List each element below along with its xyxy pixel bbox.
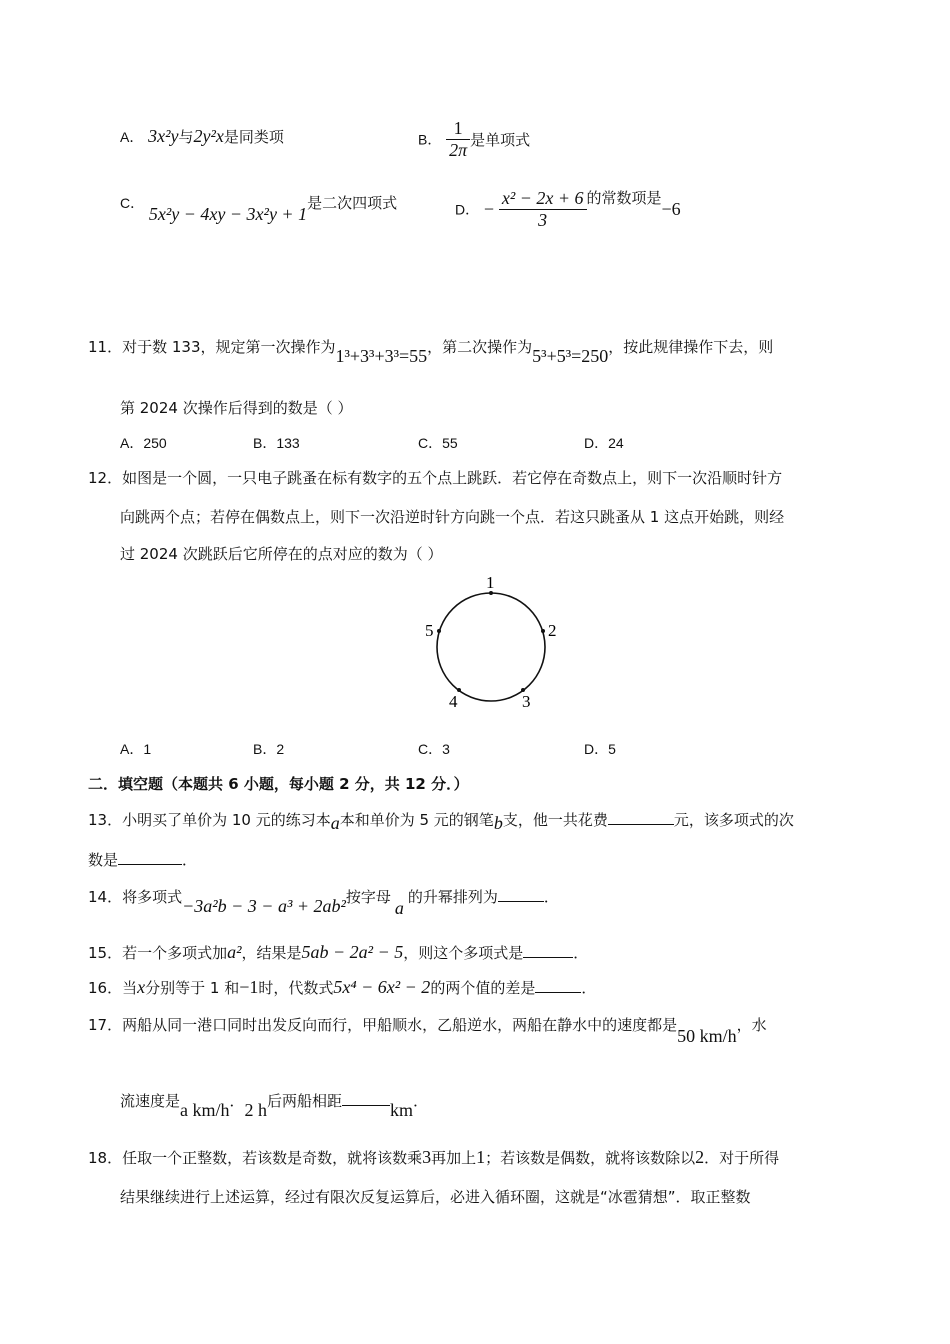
math-expr: 3x²y [148, 126, 179, 146]
point-4-label: 4 [449, 692, 458, 711]
math-expr: a² [227, 942, 242, 962]
math-value: 1 [476, 1147, 486, 1167]
text: 是同类项 [223, 128, 284, 146]
text: 小明买了单价为 10 元的练习本 [122, 811, 331, 829]
q13-line2 [88, 849, 197, 870]
point-2-label: 2 [548, 621, 557, 640]
q10-option-c [120, 192, 398, 224]
question-number: 13． [88, 811, 123, 829]
text: 的升幂排列为 [407, 888, 498, 906]
q12-line3 [120, 543, 442, 564]
q12-line2 [120, 506, 784, 527]
point-5-label: 5 [425, 621, 434, 640]
text: 若一个多项式加 [122, 944, 228, 962]
q11-line2 [120, 397, 352, 418]
option-label: B． [418, 131, 442, 148]
text: 向跳两个点；若停在偶数点上，则下一次沿逆时针方向跳一个点．若这只跳蚤从 1 这点开始跳，则经 [120, 508, 785, 526]
question-number: 12． [88, 469, 123, 487]
circle-diagram [418, 570, 568, 715]
math-value: 2 [695, 1147, 705, 1167]
fraction-denominator: 2π [449, 140, 468, 160]
text: ，按此规律操作下去，则 [608, 338, 774, 356]
text: 后两船相距 [267, 1092, 343, 1110]
text: 是二次四项式 [307, 194, 398, 212]
fraction-numerator: 1 [446, 118, 470, 140]
q15-line [88, 942, 588, 963]
unit: km [390, 1100, 414, 1120]
text: 如图是一个圆，一只电子跳蚤在标有数字的五个点上跳跃．若它停在奇数点上，则下一次沿顺时针方 [122, 469, 783, 487]
text: 按字母 [345, 888, 391, 906]
answer-blank[interactable] [535, 992, 581, 993]
math-value: 3 [422, 1147, 432, 1167]
minus-sign: − [483, 199, 495, 219]
text: 当 [122, 979, 138, 997]
text: 的常数项是 [586, 189, 662, 207]
option-b: B．2 [253, 741, 285, 757]
text: ，第二次操作为 [427, 338, 533, 356]
text: 两船从同一港口同时出发反向而行，甲船顺水，乙船逆水，两船在静水中的速度都是 [122, 1016, 678, 1034]
text: 再加上 [431, 1149, 477, 1167]
q16-line [88, 977, 596, 998]
option-d: D．5 [584, 741, 616, 757]
answer-blank[interactable] [523, 957, 573, 958]
text: 时，代数式 [258, 979, 334, 997]
q10-option-a [120, 126, 284, 147]
text: 过 2024 次跳跃后它所停在的点对应的数为（ ） [120, 545, 443, 563]
text: 与 [178, 128, 194, 146]
section-title [88, 773, 469, 794]
question-number: 17． [88, 1016, 123, 1034]
option-label: C． [120, 195, 145, 211]
fraction-numerator: x² − 2x + 6 [499, 188, 587, 210]
point-1-label: 1 [486, 573, 495, 592]
variable: x [137, 977, 146, 997]
option-label: A． [120, 129, 144, 145]
q10-option-d [455, 188, 681, 231]
fraction [499, 188, 587, 231]
math-expr: −3a²b − 3 − a³ + 2ab² [182, 896, 346, 916]
text: 分别等于 1 和 [145, 979, 240, 997]
math-expr: 5³+5³=250 [532, 346, 609, 366]
answer-blank[interactable] [498, 901, 544, 902]
text: ． [543, 888, 559, 906]
question-number: 16． [88, 979, 123, 997]
text: 第 2024 次操作后得到的数是（ ） [120, 399, 353, 417]
q10-option-b [418, 118, 530, 161]
question-number: 14． [88, 888, 123, 906]
q12-line1 [88, 467, 782, 488]
text: 本和单价为 5 元的钢笔 [339, 811, 494, 829]
text: ．对于所得 [704, 1149, 780, 1167]
math-expr: 5x²y − 4xy − 3x²y + 1 [148, 204, 308, 224]
option-a: A．1 [120, 741, 152, 757]
option-c: C．3 [418, 741, 450, 757]
q18-line1 [88, 1147, 779, 1168]
point-4-dot [457, 688, 461, 692]
math-value: −1 [239, 977, 259, 997]
question-number: 11． [88, 338, 123, 356]
answer-blank[interactable] [608, 824, 674, 825]
math-expr: 1³+3³+3³=55 [335, 346, 428, 366]
math-value: 2 h [244, 1100, 268, 1120]
text: ． [573, 944, 589, 962]
text: ，则这个多项式是 [403, 944, 524, 962]
q17-line1 [88, 1014, 767, 1046]
text: 将多项式 [122, 888, 183, 906]
answer-blank[interactable] [342, 1105, 390, 1106]
option-d: D．24 [584, 435, 624, 451]
text: 任取一个正整数，若该数是奇数，就将该数乘 [122, 1149, 423, 1167]
text: ． [581, 979, 597, 997]
point-5-dot [437, 629, 441, 633]
math-value: 50 km/h [677, 1026, 737, 1046]
math-expr: 5x⁴ − 6x² − 2 [333, 977, 431, 997]
q18-line2 [120, 1186, 751, 1207]
answer-blank[interactable] [118, 864, 182, 865]
q11-line1 [88, 336, 774, 366]
question-number: 18． [88, 1149, 123, 1167]
text: 数是 [88, 851, 119, 869]
variable: a [330, 813, 340, 833]
q13-line1 [88, 809, 794, 833]
text: ． [182, 851, 198, 869]
section-heading: 二．填空题（本题共 6 小题，每小题 2 分，共 12 分．） [88, 775, 469, 793]
text: 元，该多项式的次 [673, 811, 794, 829]
text: 流速度是 [120, 1092, 181, 1110]
text: 是单项式 [470, 131, 531, 149]
text: 的两个值的差是 [430, 979, 536, 997]
text: 对于数 133，规定第一次操作为 [122, 338, 336, 356]
math-expr: 2y²x [193, 126, 224, 146]
math-expr: 5ab − 2a² − 5 [301, 942, 404, 962]
variable: a [394, 898, 404, 918]
math-value: a km/h [180, 1100, 230, 1120]
text: ；若该数是偶数，就将该数除以 [485, 1149, 696, 1167]
variable: b [493, 813, 503, 833]
point-3-label: 3 [522, 692, 531, 711]
point-2-dot [541, 629, 545, 633]
option-label: D． [455, 201, 480, 218]
q14-line [88, 886, 559, 918]
math-value: −6 [661, 199, 681, 219]
text: 结果继续进行上述运算，经过有限次反复运算后，必进入循环圈，这就是“冰雹猜想”．取正整数 [120, 1188, 751, 1206]
question-number: 15． [88, 944, 123, 962]
text: ，结果是 [241, 944, 302, 962]
text: 支，他一共花费 [502, 811, 608, 829]
text: ． [229, 1092, 245, 1110]
option-a: A．250 [120, 435, 167, 451]
text: ，水 [736, 1016, 767, 1034]
option-b: B．133 [253, 435, 300, 451]
fraction [446, 118, 470, 161]
q17-line2 [120, 1090, 429, 1120]
circle [437, 593, 545, 701]
text: ． [413, 1092, 429, 1110]
fraction-denominator: 3 [538, 210, 548, 230]
option-c: C．55 [418, 435, 458, 451]
